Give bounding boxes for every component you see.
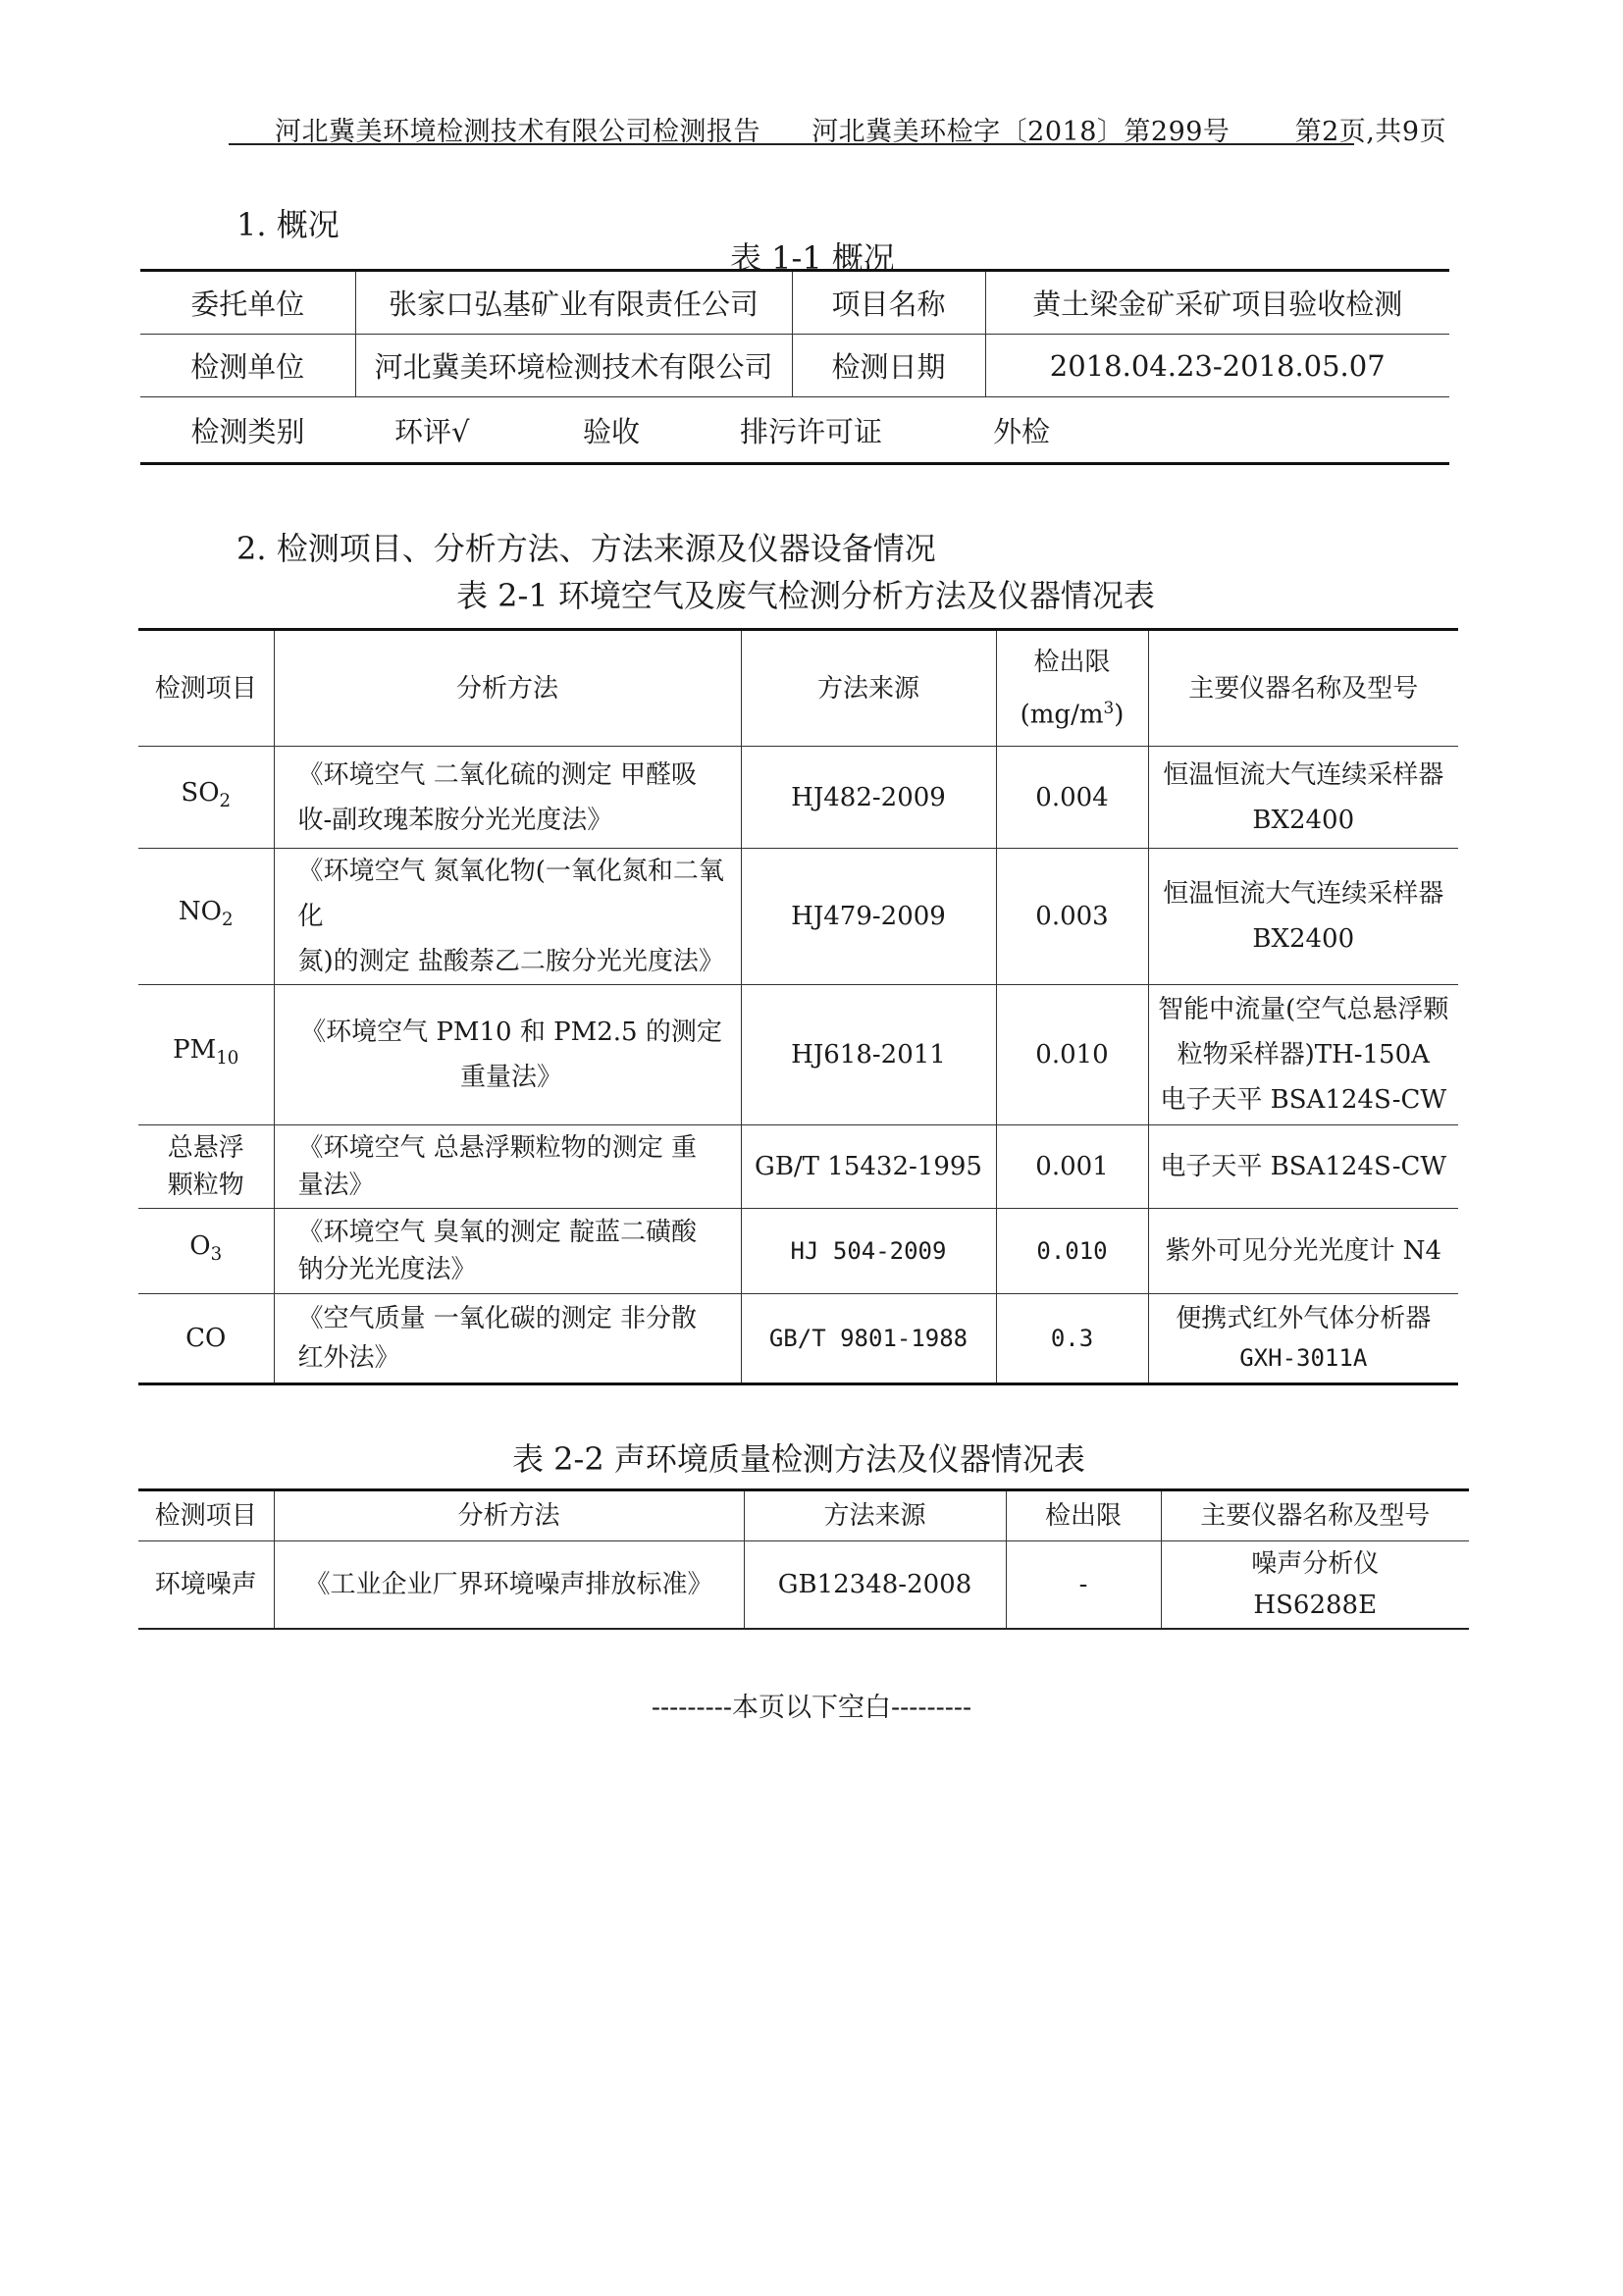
table-2-1-caption: 表 2-1 环境空气及废气检测分析方法及仪器情况表	[456, 577, 1155, 614]
option-acceptance: 验收	[583, 414, 641, 448]
cell-client-value: 张家口弘基矿业有限责任公司	[355, 271, 792, 335]
cell-instrument: 便携式红外气体分析器 GXH-3011A	[1148, 1294, 1458, 1384]
cell-item: $PM_{10}$	[138, 985, 274, 1125]
table-2-2-noise-methods	[138, 1488, 1469, 1630]
header-instrument: 主要仪器名称及型号	[1161, 1490, 1469, 1541]
cell-source: HJ 504-2009	[741, 1209, 996, 1294]
header-limit-label: 检出限	[1033, 647, 1111, 677]
cell-method: 《环境空气 PM10 和 PM2.5 的测定 重量法》	[274, 985, 741, 1125]
table-row	[140, 335, 1449, 397]
cell-type-options	[355, 397, 1449, 464]
cell-project-label: 项目名称	[792, 271, 985, 335]
cell-source: GB12348-2008	[744, 1541, 1006, 1630]
cell-item: CO	[138, 1294, 274, 1384]
cell-limit: 0.003	[996, 849, 1148, 985]
cell-limit: 0.001	[996, 1125, 1148, 1209]
cell-item: 环境噪声	[138, 1541, 274, 1630]
cell-lab-label: 检测单位	[140, 335, 355, 397]
cell-method: 《环境空气 臭氧的测定 靛蓝二磺酸 钠分光光度法》	[274, 1209, 741, 1294]
table-row	[138, 1125, 1458, 1209]
header-limit	[996, 630, 1148, 747]
cell-instrument: 紫外可见分光光度计 N4	[1148, 1209, 1458, 1294]
cell-method: 《空气质量 一氧化碳的测定 非分散 红外法》	[274, 1294, 741, 1384]
cell-method: 《工业企业厂界环境噪声排放标准》	[274, 1541, 744, 1630]
header-method: 分析方法	[274, 630, 741, 747]
cell-source: HJ482-2009	[741, 747, 996, 849]
section-1-heading: 1. 概况	[236, 206, 340, 243]
cell-instrument: 电子天平 BSA124S-CW	[1148, 1125, 1458, 1209]
table-row	[138, 985, 1458, 1125]
cell-item: $O_3$	[138, 1209, 274, 1294]
cell-method: 《环境空气 二氧化硫的测定 甲醛吸 收-副玫瑰苯胺分光光度法》	[274, 747, 741, 849]
cell-instrument: 智能中流量(空气总悬浮颗 粒物采样器)TH-150A 电子天平 BSA124S-CW	[1148, 985, 1458, 1125]
cell-instrument: 噪声分析仪 HS6288E	[1161, 1541, 1469, 1630]
header-item: 检测项目	[138, 1490, 274, 1541]
table-1-1-overview	[140, 269, 1449, 465]
cell-instrument: 恒温恒流大气连续采样器 BX2400	[1148, 849, 1458, 985]
header-source: 方法来源	[741, 630, 996, 747]
table-row	[138, 1541, 1469, 1630]
table-1-1-caption: 表 1-1 概况	[730, 239, 895, 277]
cell-lab-value: 河北冀美环境检测技术有限公司	[355, 335, 792, 397]
cell-item: 总悬浮 颗粒物	[138, 1125, 274, 1209]
cell-source: HJ479-2009	[741, 849, 996, 985]
cell-source: HJ618-2011	[741, 985, 996, 1125]
cell-project-value: 黄土梁金矿采矿项目验收检测	[985, 271, 1449, 335]
table-row	[138, 1294, 1458, 1384]
table-row	[138, 1209, 1458, 1294]
table-2-2-caption: 表 2-2 声环境质量检测方法及仪器情况表	[512, 1440, 1085, 1478]
cell-date-label: 检测日期	[792, 335, 985, 397]
cell-limit: 0.004	[996, 747, 1148, 849]
option-external: 外检	[993, 414, 1051, 448]
blank-below-notice: ---------本页以下空白---------	[651, 1693, 972, 1723]
cell-limit: 0.010	[996, 985, 1148, 1125]
cell-limit: 0.010	[996, 1209, 1148, 1294]
cell-instrument: 恒温恒流大气连续采样器 BX2400	[1148, 747, 1458, 849]
header-item: 检测项目	[138, 630, 274, 747]
table-2-1-air-methods	[138, 628, 1458, 1385]
cell-limit: 0.3	[996, 1294, 1148, 1384]
cell-item: $SO_2$	[138, 747, 274, 849]
header-report-number: 河北冀美环检字〔2018〕第299号	[812, 117, 1230, 147]
table-row	[140, 397, 1449, 464]
cell-date-value: 2018.04.23-2018.05.07	[985, 335, 1449, 397]
table-row	[140, 271, 1449, 335]
option-discharge-permit: 排污许可证	[740, 414, 883, 448]
section-2-heading: 2. 检测项目、分析方法、方法来源及仪器设备情况	[236, 530, 936, 567]
cell-item: $NO_2$	[138, 849, 274, 985]
header-instrument: 主要仪器名称及型号	[1148, 630, 1458, 747]
header-source: 方法来源	[744, 1490, 1006, 1541]
cell-limit: -	[1006, 1541, 1161, 1630]
option-eia: 环评√	[394, 414, 470, 448]
header-method: 分析方法	[274, 1490, 744, 1541]
header-rule	[229, 143, 1354, 145]
header-company-report: 河北冀美环境检测技术有限公司检测报告	[275, 117, 760, 147]
cell-source: GB/T 15432-1995	[741, 1125, 996, 1209]
header-page-number: 第2页,共9页	[1294, 117, 1447, 147]
cell-client-label: 委托单位	[140, 271, 355, 335]
cell-method: 《环境空气 总悬浮颗粒物的测定 重 量法》	[274, 1125, 741, 1209]
table-header-row	[138, 1490, 1469, 1541]
header-limit: 检出限	[1006, 1490, 1161, 1541]
header-limit-unit: $(mg/m^3)$	[1020, 697, 1125, 730]
table-header-row	[138, 630, 1458, 747]
cell-method: 《环境空气 氮氧化物(一氧化氮和二氧化 氮)的测定 盐酸萘乙二胺分光光度法》	[274, 849, 741, 985]
table-row	[138, 849, 1458, 985]
cell-source: GB/T 9801-1988	[741, 1294, 996, 1384]
table-row	[138, 747, 1458, 849]
cell-type-label: 检测类别	[140, 397, 355, 464]
